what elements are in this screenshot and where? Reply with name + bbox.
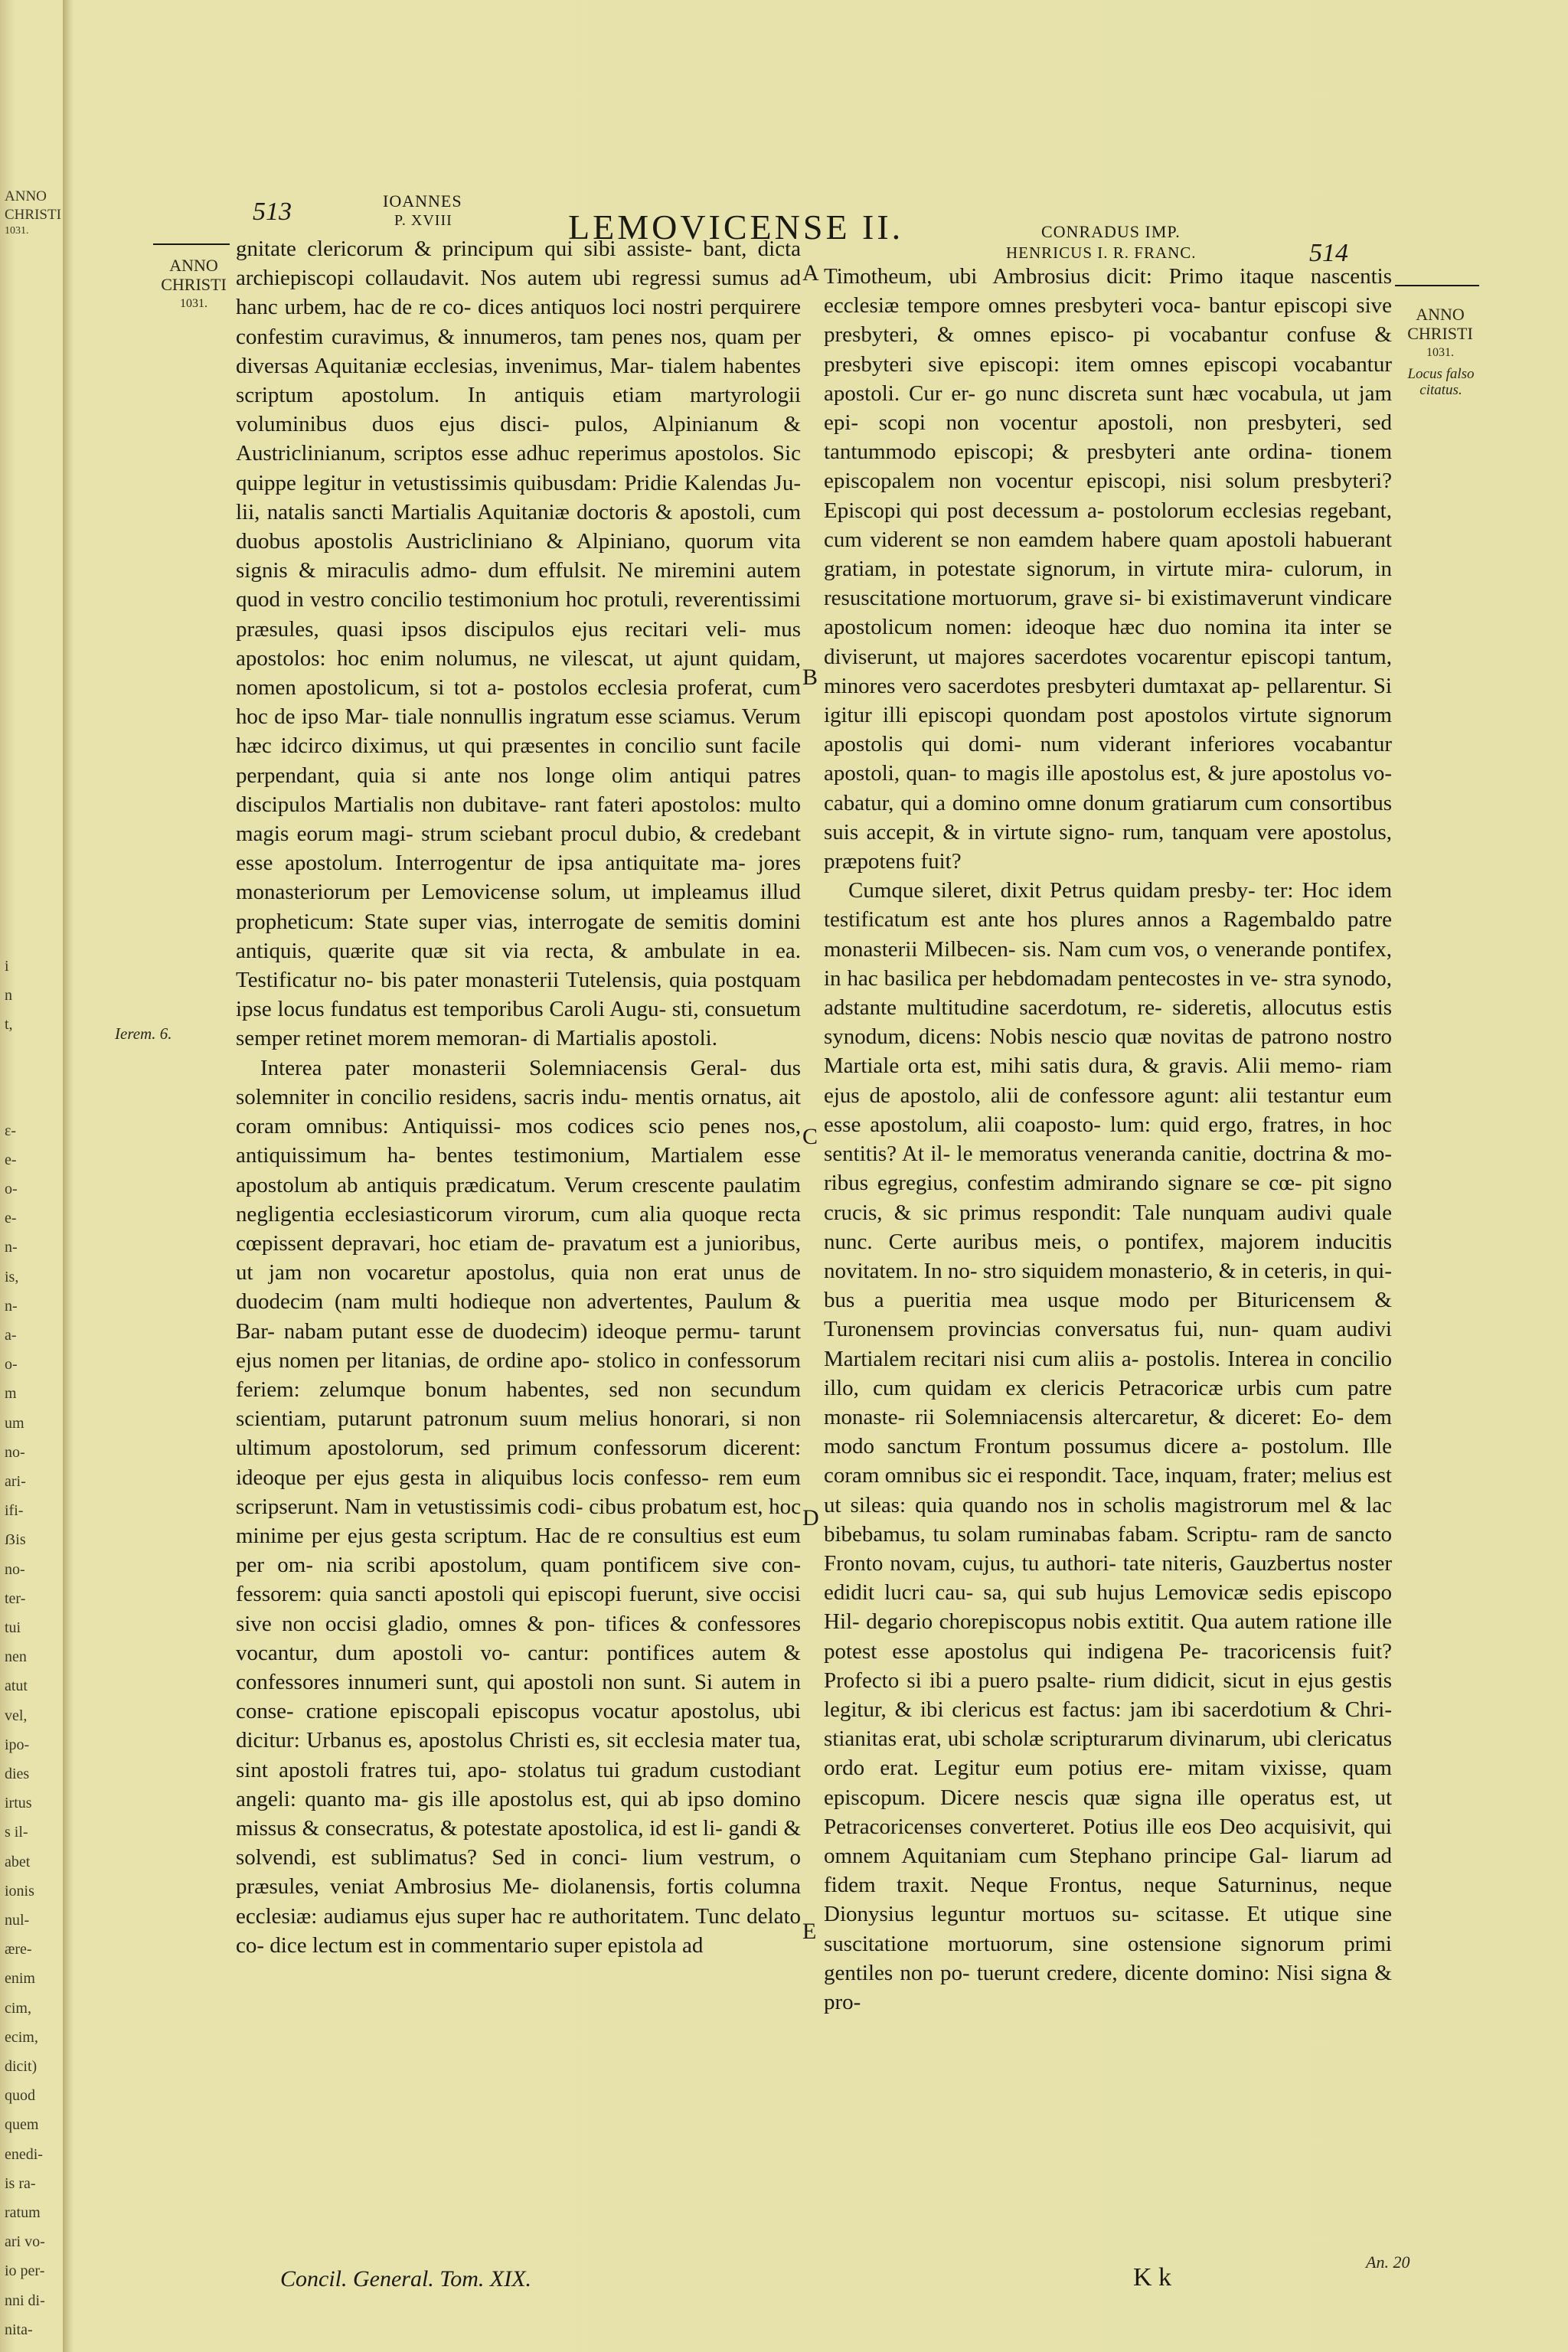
left-year-rule (153, 243, 230, 245)
page-number-left: 513 (253, 198, 292, 226)
prev-page-fragment: ter- (5, 1589, 26, 1607)
footer-left: Concil. General. Tom. XIX. (280, 2266, 532, 2292)
prev-page-fragment: o- (5, 1356, 18, 1374)
prev-page-fragment: nen (5, 1648, 27, 1666)
prev-page-fragment: CHRISTI (5, 207, 61, 223)
prev-page-fragment: a- (5, 1327, 17, 1344)
prev-page-fragment: n (5, 987, 12, 1004)
right-year-note (1398, 305, 1482, 362)
right-margin-note (1395, 366, 1487, 398)
prev-page-fragment: ε- (5, 1122, 17, 1139)
right-note-line2: citatus. (1419, 382, 1462, 398)
prev-page-fragment: ari- (5, 1473, 26, 1490)
prev-page-fragment: e- (5, 1151, 17, 1168)
right-paragraph-2: Cumque sileret, dixit Petrus quidam presby- ter: Hoc idem testificatum est ante hos plures annos a Ragembaldo patre monasterii Milbecen- sis. Nam cum vos, o venerande pontifex, in hac basilica per hebdomadam pentecostes in ve- stra synodo, adstante multitudine sacerdotum, re- sideretis, allocutus estis synodum, dicens: Nobis nescio quæ novitas de patrono nostro Martiale orta est, mihi satis dura, & gravis. Alii memo- riam ejus de apostolo, alii de confessore agunt: alii testantur eum esse apostolum, alii coaposto- lum: quid ergo, fratres, in hoc sentitis? At il- le memoratus veneranda canitie, doctrina & mo- ribus egregius, confestim admirando signare se cœ- pit signo crucis, & sic primus respondit: Tale nunquam audivi quale nunc. Certe auribus meis, o pontifex, majorem inducitis novitatem. In no- stro siquidem monasterio, & in ceteris, in qui- bus a pueritia mea usque modo per Bituricensem & Turonensem provincias conversatus fui, nun- quam audivi Martialem recitari nisi cum aliis a- postolis. Interea in concilio illo, cum quidam ex clericis Petracoricæ urbis cum patre monaste- rii Solemniacensis altercaretur, & diceret: Eo- dem modo sanctum Frontum possumus dicere a- postolum. Ille coram omnibus sic ei respondit. Tace, inquam, frater; melius est ut sileas: quia quando nos in scholis magistrorum mel & lac bibebamus, tu solam ruminabas fabam. Scriptu- ram de sancto Fronto novam, cujus, tu authori- tate niteris, Gauzbertus noster edidit lucri cau- sa, qui sub hujus Lemovicæ sedis episcopo Hil- degario chorepiscopus nobis extitit. Qua autem ratione ille potest esse apostolus qui indigena Pe- tracoricensis fuit? Profecto si ibi a puero psalte- rium didicit, sicut in ejus gestis legitur, & ibi clericus est factus: jam ibi sacerdotium & Chri- stianitas erat, ubi scholæ scripturarum divinarum, ubi clericatus ordo erat. Legitur eum potius ere- mitam vixisse, quam episcopum. Dicere nescis quæ signa ille operatus est, ut Petracoricenses converteret. Potius ille eos Deo acquisivit, qui omnem Aquitaniam cum Stephano principe Gal- liarum ad fidem traxit. Neque Frontus, neque Saturninus, neque Dionysius leguntur mortuos su- scitasse. Et utique sine suscitatione mortuorum, sine ostensione signorum primi gentiles non po- tuerunt credere, dicente domino: Nisi signa & pro- (824, 878, 1392, 2014)
prev-page-fragment: 1031. (5, 225, 29, 237)
footer-right: K k (1133, 2263, 1172, 2292)
prev-page-fragment: abet (5, 1853, 31, 1870)
prev-page-fragment: cim, (5, 1999, 31, 2017)
left-heading-line2: P. XVIII (394, 212, 452, 229)
right-column (824, 262, 1392, 2017)
right-year-number: 1031. (1426, 346, 1454, 359)
prev-page-fragment: nita- (5, 2321, 33, 2338)
prev-page-fragment: o- (5, 1181, 18, 1197)
prev-page-fragment: ifi- (5, 1502, 24, 1520)
prev-page-fragment: atut (5, 1677, 28, 1695)
prev-page-fragment: ratum (5, 2204, 41, 2221)
left-year-anno: ANNO (169, 256, 218, 275)
page-gutter (63, 0, 74, 2352)
left-year-number: 1031. (180, 297, 207, 310)
prev-page-fragment: nul- (5, 1912, 30, 1929)
prev-page-fragment: ari vo- (5, 2233, 45, 2251)
prev-page-fragment: i (5, 958, 9, 975)
right-paragraph-1: Timotheum, ubi Ambrosius dicit: Primo itaque nascentis ecclesiæ tempore omnes presbyteri voca- bantur episcopi sive presbyteri, & omnes episco- pi vocabantur confuse & presbyteri sive episcopi: item omnes episcopi vocabantur apostoli. Cur er- go nunc discreta sunt hæc vocabula, ut jam epi- scopi non vocentur apostoli, non presbyteri, sed tantummodo episcopi; & presbyteri ante ordina- tionem episcopalem non vocentur episcopi, nisi solum presbyteri? Episcopi qui post decessum a- postolorum ecclesias regebant, cum viderent se non eamdem habere quam apostoli habuerant gratiam, in potestate signorum, in virtute mira- culorum, in resuscitatione mortuorum, grave si- bi existimaverunt vindicare apostolicum nomen: ideoque hæc duo nomina ita inter se diviserunt, ut majores sacerdotes vocarentur episcopi tantum, minores vero sacerdotes presbyteri dumtaxat ap- pellarentur. Si igitur illi episcopi quondam post apostolos virtute signorum apostolis qui domi- num viderant inferiores vocabantur apostoli, quan- to magis ille apostolus est, & jure apostolus vo- cabatur, qui a domino omne donum gratiarum cum consortibus suis accepit, & in virtute signo- rum, tanquam vere apostolus, præpotens fuit? (824, 264, 1392, 874)
prev-page-fragment: um (5, 1414, 24, 1432)
prev-page-fragment: dicit) (5, 2058, 38, 2075)
prev-page-fragment: io per- (5, 2262, 45, 2280)
section-letter-d: D (802, 1505, 819, 1530)
right-note-line1: Locus falso (1407, 366, 1475, 382)
prev-page-fragment: n- (5, 1239, 18, 1256)
left-heading-line1: IOANNES (383, 191, 462, 211)
prev-page-fragment: is ra- (5, 2174, 36, 2192)
right-heading-line1: CONRADUS IMP. (1041, 222, 1181, 241)
prev-page-fragment: ecim, (5, 2028, 38, 2046)
right-year-rule (1395, 285, 1479, 286)
prev-page-fragment: no- (5, 1443, 25, 1461)
section-letter-b: B (802, 665, 818, 690)
left-column (236, 234, 801, 1960)
prev-page-fragment: ipo- (5, 1736, 30, 1753)
prev-page-fragment: nni di- (5, 2292, 45, 2309)
prev-page-fragment: quem (5, 2116, 39, 2134)
section-letter-e: E (802, 1919, 817, 1944)
prev-page-fragment: irtus (5, 1795, 32, 1812)
prev-page-fragment: vel, (5, 1707, 28, 1724)
right-year-christi: CHRISTI (1407, 324, 1473, 343)
section-letter-a: A (802, 260, 819, 286)
prev-page-fragment: n- (5, 1297, 18, 1315)
left-paragraph-1: gnitate clericorum & principum qui sibi assiste- bant, dicta archiepiscopi collaudavit. Nos autem ubi regressi sumus ad hanc urbem, hac de re co- dices antiquos loci nostri perquirere confestim curavimus, & innumeros, tam penes nos, quam per diversas Aquitaniæ ecclesias, invenimus, Mar- tialem habentes scriptum apostolum. In antiquis etiam martyrologii voluminibus duos ejus disci- pulos, Alpinianum & Austriclinianum, scriptos esse adhuc reperimus apostolos. Sic quippe legitur in vetustissimis quibusdam: Pridie Kalendas Ju- lii, natalis sancti Martialis Aquitaniæ doctoris & apostoli, cum duobus apostolis Austricliniano & Alpiniano, quorum vita signis & miraculis admo- dum effulsit. Ne miremini autem quod in vestro concilio testimonium hoc protuli, reverentissimi præsules, quasi ipsos discipulos ejus recitari veli- mus apostolos: hoc enim nolumus, ne vilescat, ut ajunt quidam, nomen apostolicum, si tot a- postolos ecclesia proferat, cum hoc de ipso Mar- tiale nonnullis ingratum esse sciamus. Verum hæc idcirco diximus, ut qui præsentes in concilio sunt facile perpendant, quia si ante nos longe olim antiqui patres discipulos Martialis non dubitave- rant fateri apostolos: multo magis eorum magi- strum sciebant procul dubio, & credebant esse apostolum. Interrogentur de ipsa antiquitate ma- jores monasteriorum per Lemovicense solum, ut impleamus illud propheticum: State super vias, interrogate de semitis domini antiquis, quærite quæ sit via recta, & ambulate in ea. Testificatur no- bis pater monasterii Tutelensis, quia postquam ipse locus fundatus est temporibus Caroli Augu- sti, consuetum semper retinet morem memoran- di Martialis apostoli. (236, 237, 801, 1051)
prev-page-fragment: tui (5, 1619, 21, 1636)
prev-page-fragment: m (5, 1385, 17, 1403)
prev-page-fragment: t, (5, 1016, 13, 1034)
prev-page-fragment: quod (5, 2087, 35, 2105)
left-year-christi: CHRISTI (161, 275, 227, 294)
prev-page-fragment: ionis (5, 1882, 34, 1900)
right-year-anno: ANNO (1416, 305, 1465, 324)
left-paragraph-2: Interea pater monasterii Solemniacensis Geral- dus solemniter in concilio residens, sacris indu- mentis ornatus, ait coram omnibus: Antiquissi- mos codices scio penes nos, antiquissimum ha- bentes testimonium, Martialem esse apostolum ab antiquis prædicatum. Verum crescente paulatim negligentia ecclesiasticorum virorum, cum alia quoque recta cœpissent depravari, hoc etiam de- pravatum est a junioribus, ut jam non vocaretur apostolus, quia non erat unus de duodecim (nam multi hodieque non advertentes, Paulum & Bar- nabam putant esse de duodecim) ideoque permu- tarunt ejus nomen per litanias, de ordine apo- stolico in confessorum feriem: zelumque bonum habentes, sed non secundum scientiam, putarunt patronum suum melius honorari, si non ultimum apostolorum, sed primum confessorum dicerent: ideoque per ejus gesta in aliquibus locis confesso- rem eum scripserunt. Nam in vetustissimis codi- cibus probatum est, hoc minime per ejus gesta scriptum. Hac de re consultius est eum per om- nia scribi apostolum, quam pontificem sive con- fessorem: quia sancti apostoli qui episcopi fuerunt, sive occisi sive non occisi gladio, omnes & pon- tifices & confessores vocantur, dum apostoli vo- cantur: pontifices autem & confessores innumeri sunt, qui apostoli non sunt. Si autem in conse- cratione episcopali episcopus vocatur apostolus, ubi dicitur: Urbanus es, apostolus Christi es, sit ecclesia mater tua, sint apostoli fratres tui, apo- stolatus tui gradum custodiant angeli: quanto ma- gis ille apostolus est, qui ab ipso domino missus & consecratus, & potestate apostolica, id est li- gandi & solvendi, est sublimatus? Sed in conci- lium vestrum, o præsules, veniat Ambrosius Me- diolanensis, fortis columna ecclesiæ: audiamus ejus super hac re authoritatem. Tunc delato co- dice lectum est in commentario super epistola ad (236, 1055, 801, 1958)
right-heading-line2: HENRICUS I. R. FRANC. (1006, 243, 1197, 262)
page-number-right: 514 (1309, 239, 1348, 267)
ieremias-reference: Ierem. 6. (115, 1024, 172, 1043)
prev-page-fragment: ære- (5, 1941, 32, 1958)
prev-page-fragment: enedi- (5, 2145, 43, 2163)
left-year-note (153, 256, 234, 313)
prev-page-fragment: ẞis (5, 1531, 26, 1549)
running-title: LEMOVICENSE II. (568, 207, 904, 247)
prev-page-fragment: no- (5, 1560, 25, 1578)
prev-page-fragment: enim (5, 1970, 35, 1988)
prev-page-fragment: dies (5, 1766, 30, 1782)
prev-page-fragment: e- (5, 1210, 17, 1227)
prev-page-fragment: is, (5, 1268, 19, 1285)
bottom-right-note: An. 20 (1366, 2252, 1410, 2272)
prev-page-fragment: ANNO (5, 188, 47, 204)
prev-page-fragment: s il- (5, 1824, 28, 1841)
section-letter-c: C (802, 1124, 818, 1149)
